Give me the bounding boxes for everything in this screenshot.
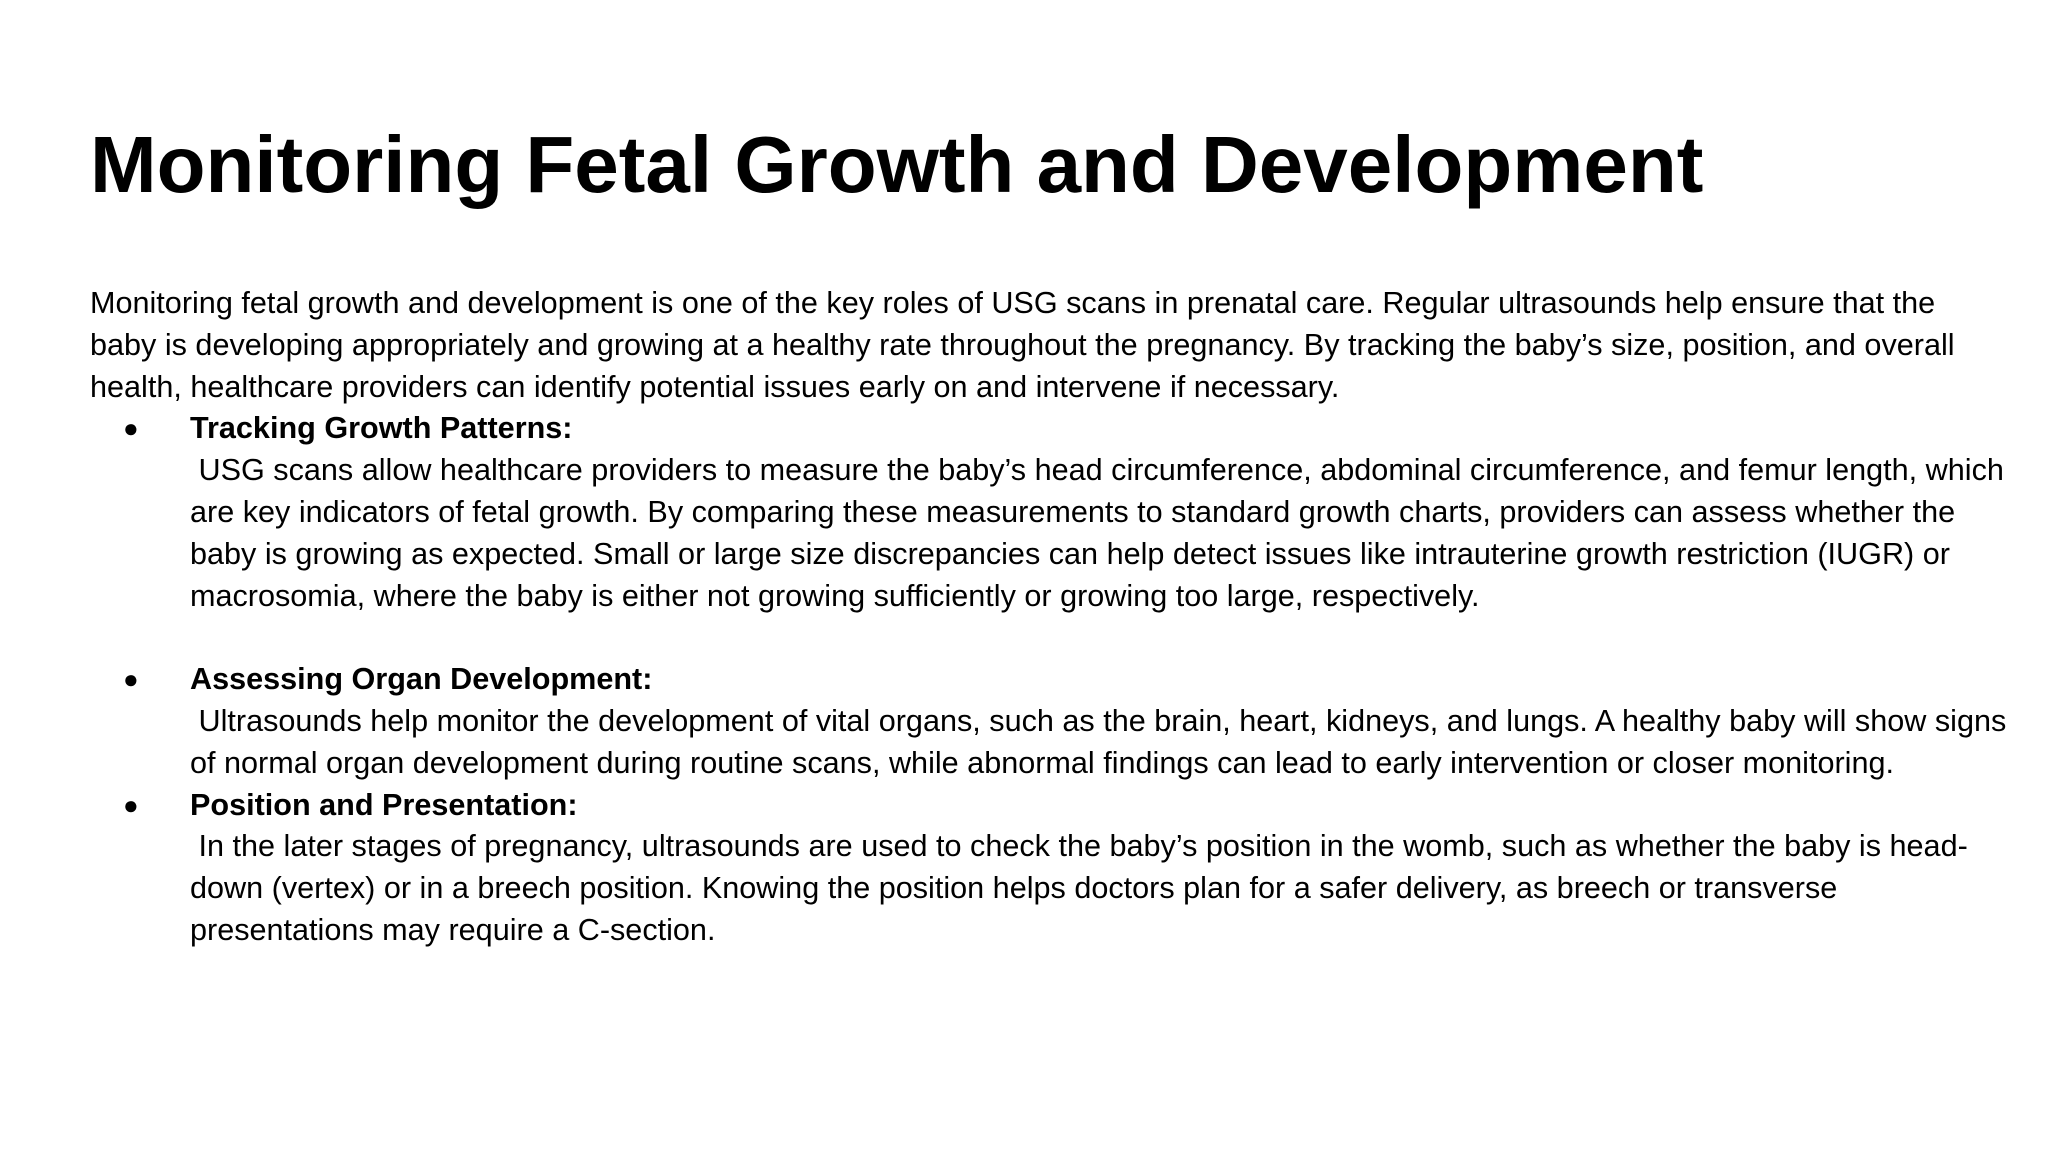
bullet-dot-icon: ●	[123, 789, 139, 820]
bullet-item-tracking-growth	[90, 408, 2013, 617]
bullet-item-position-presentation	[90, 785, 2010, 952]
bullet-dot-icon: ●	[123, 664, 139, 695]
slide-title: Monitoring Fetal Growth and Development	[90, 120, 1704, 209]
bullet-text: In the later stages of pregnancy, ultrasounds are used to check the baby’s position in the womb, such as whether the baby is head-down (vertex) or in a breech position. Knowing the position helps doctors plan for a safer delivery, as breech or transverse presentations may require a C-section.	[190, 829, 1968, 947]
bullet-heading: Assessing Organ Development:	[190, 662, 653, 697]
bullet-text: USG scans allow healthcare providers to measure the baby’s head circumference, abdominal circumference, and femur length, which are key indicators of fetal growth. By comparing these measurements to standard growth charts, providers can assess whether the baby is growing as expected. Small or large size discrepancies can help detect issues like intrauterine growth restriction (IUGR) or macrosomia, where the baby is either not growing sufficiently or growing too large, respectively.	[190, 453, 2013, 613]
slide-body	[90, 283, 2015, 952]
bullet-heading: Tracking Growth Patterns:	[190, 411, 573, 446]
bullet-heading: Position and Presentation:	[190, 787, 578, 822]
intro-paragraph: Monitoring fetal growth and development is one of the key roles of USG scans in prenatal care. Regular ultrasounds help ensure that the baby is developing appropriately and growing at a healthy rate throughout the pregnancy. By tracking the baby’s size, position, and overall health, healthcare providers can identify potential issues early on and intervene if necessary.	[90, 286, 1955, 404]
bullet-item-organ-development	[90, 659, 2015, 784]
bullet-list	[90, 408, 2015, 951]
bullet-text: Ultrasounds help monitor the development of vital organs, such as the brain, heart, kidneys, and lungs. A healthy baby will show signs of normal organ development during routine scans, while abnormal findings can lead to early intervention or closer monitoring.	[190, 703, 2015, 780]
list-spacer	[90, 617, 2010, 659]
bullet-dot-icon: ●	[123, 413, 139, 444]
